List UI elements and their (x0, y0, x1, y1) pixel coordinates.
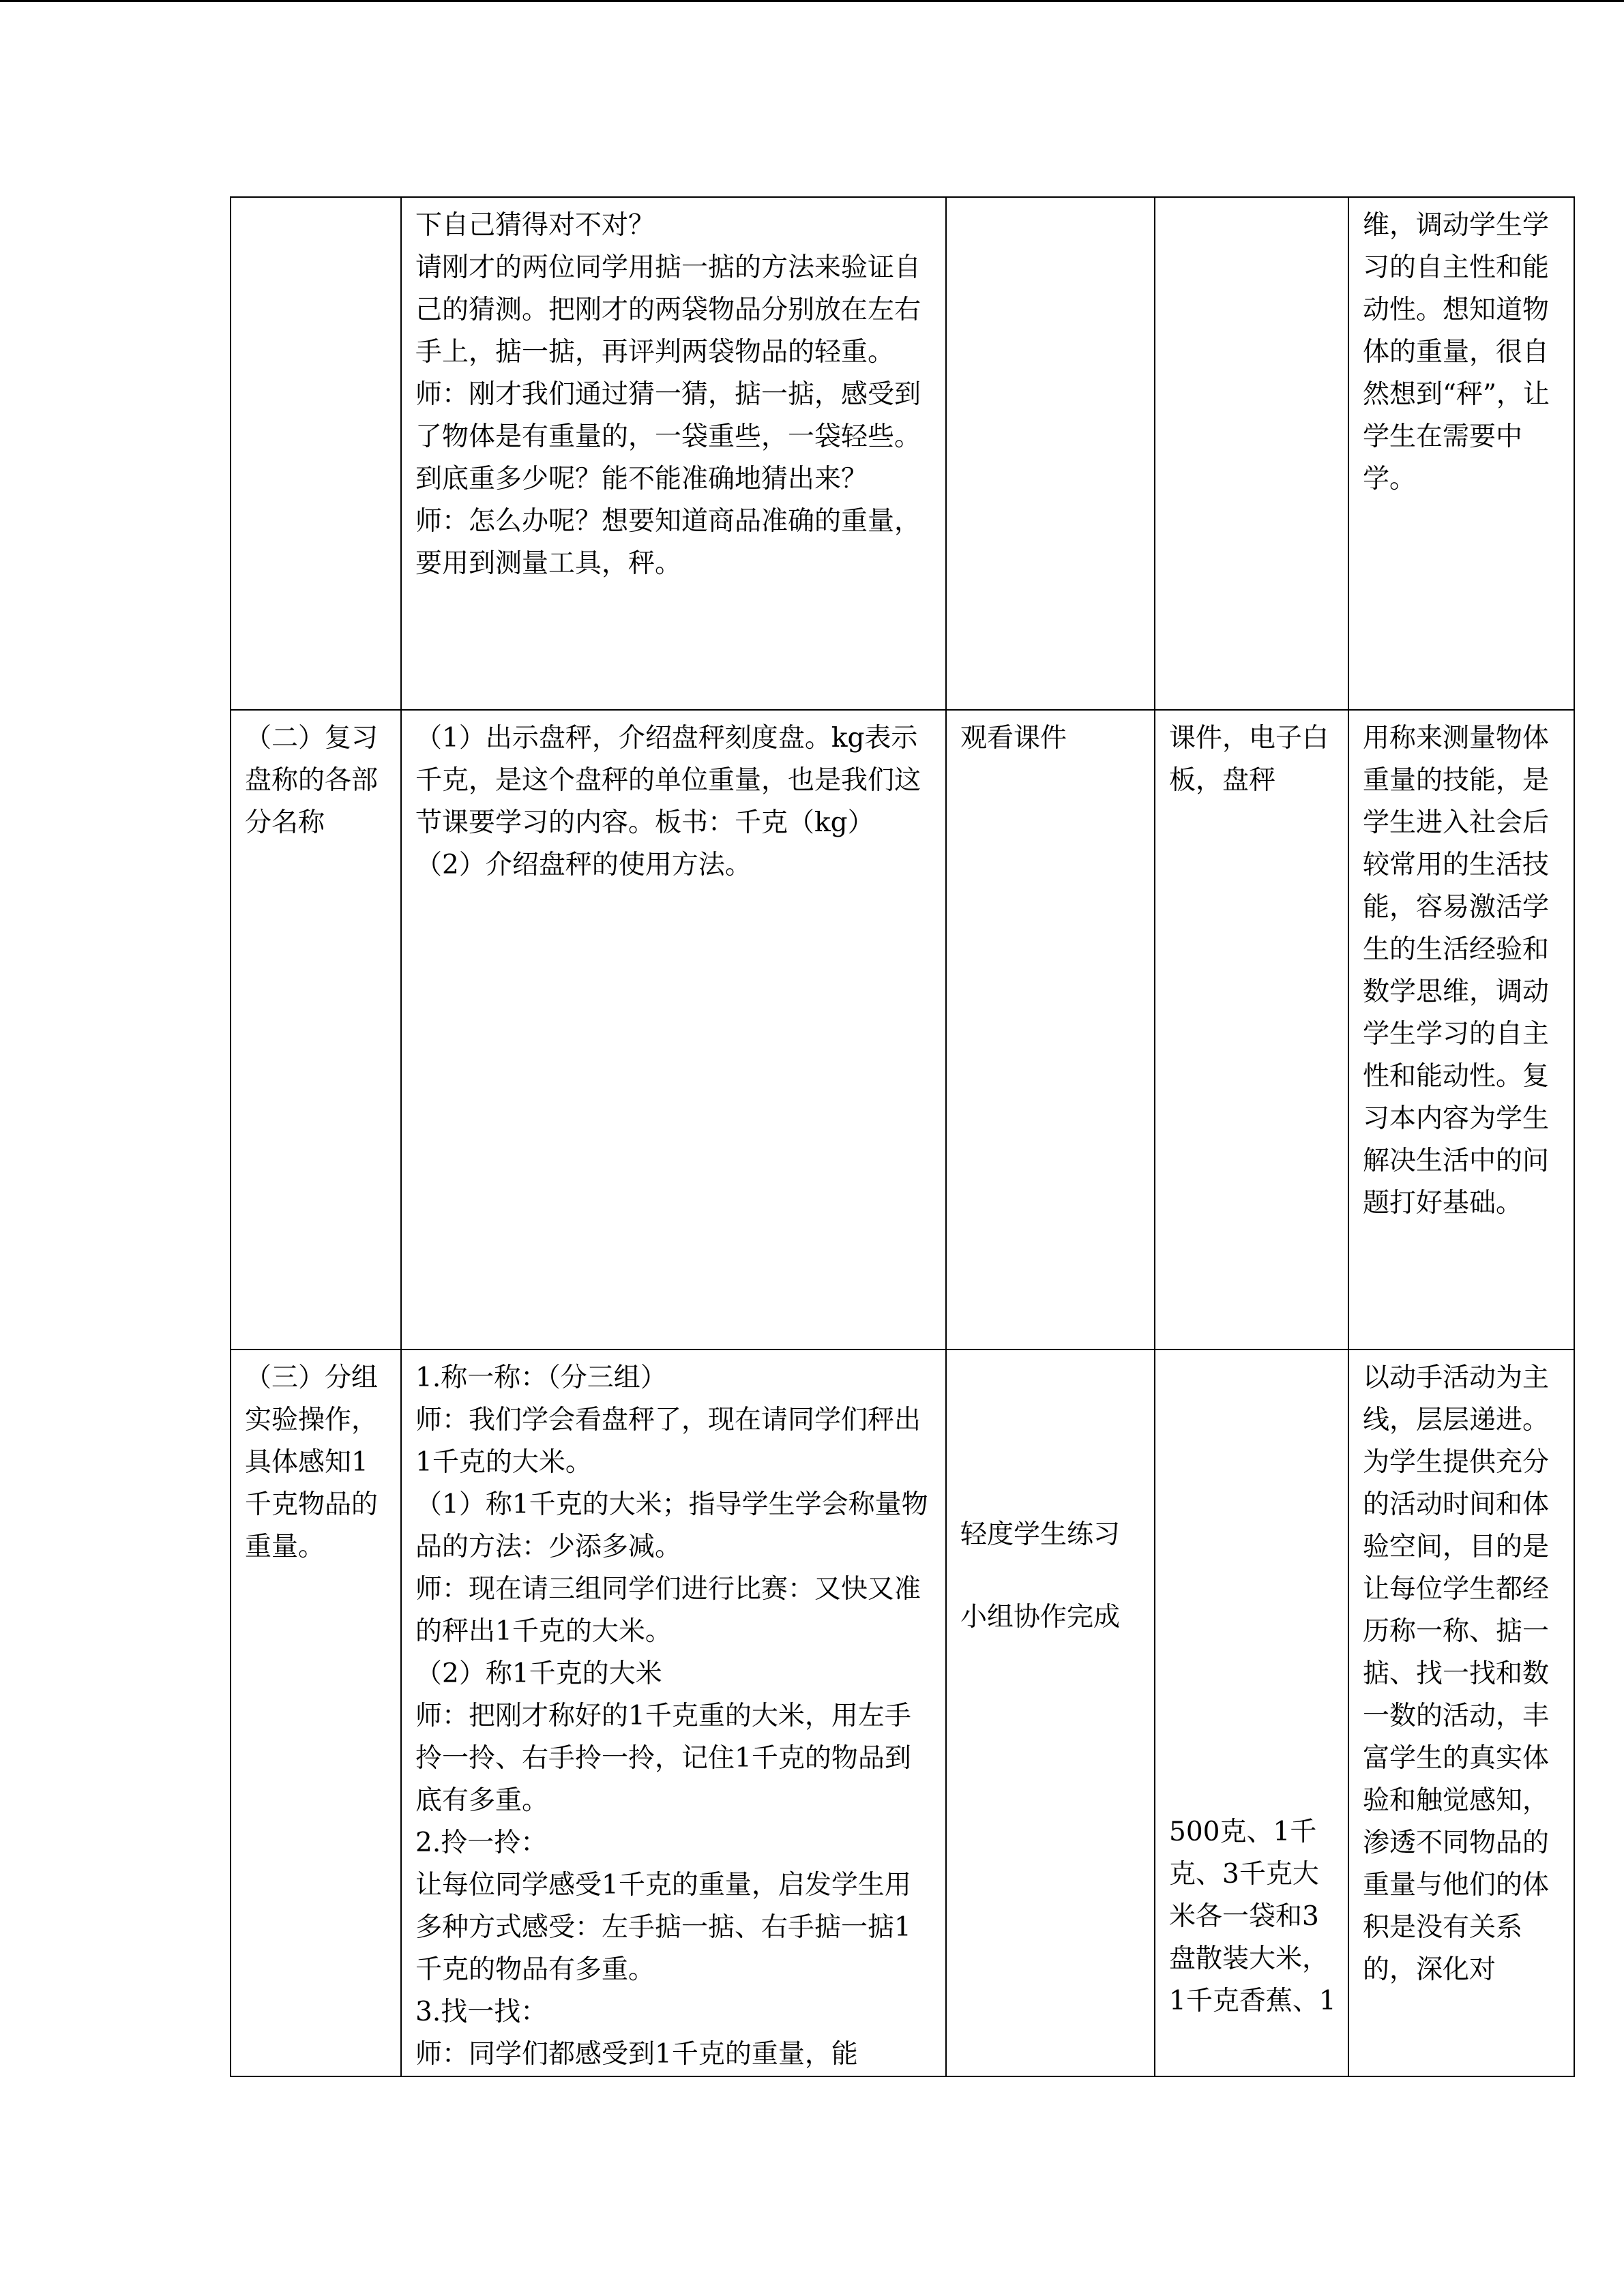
design-intent-text: 以动手活动为主线，层层递进。为学生提供充分的活动时间和体验空间，目的是让每位学生都经历称一称、掂一掂、找一找和数一数的活动，丰富学生的真实体验和触觉感知，渗透不同物品的重量与他们的体积是没有关系的，深化对 (1363, 1362, 1550, 1985)
process-paragraph: （2）介绍盘秤的使用方法。 (415, 850, 752, 880)
media-cell (1155, 1350, 1348, 2076)
process-cell (401, 710, 946, 1350)
student-activity-text: 小组协作完成 (960, 1602, 1121, 1632)
student-activity-text: 轻度学生练习 (960, 1519, 1121, 1550)
design-intent-cell (1348, 197, 1574, 710)
design-intent-cell (1348, 710, 1574, 1350)
stage-cell (231, 1350, 401, 2076)
stage-title: （三）分组实验操作，具体感知1千克物品的重量。 (245, 1362, 379, 1562)
design-intent-text: 用称来测量物体重量的技能，是学生进入社会后较常用的生活技能，容易激活学生的生活经验和数学思维，调动学生学习的自主性和能动性。复习本内容为学生解决生活中的问题打好基础。 (1363, 723, 1550, 1219)
process-cell (401, 197, 946, 710)
process-paragraph: （1）称1千克的大米；指导学生学会称量物品的方法：少添多减。 (415, 1489, 928, 1562)
stage-title: （二）复习盘称的各部分名称 (245, 723, 379, 838)
media-cell (1155, 710, 1348, 1350)
process-paragraph: 1.称一称：（分三组） (415, 1362, 667, 1393)
student-activity-cell (946, 710, 1155, 1350)
process-cell (401, 1350, 946, 2076)
table-row (231, 197, 1574, 710)
process-paragraph: 2.拎一拎： (415, 1828, 548, 1858)
process-paragraph: 让每位同学感受1千克的重量，启发学生用多种方式感受：左手掂一掂、右手掂一掂1千克的物品有多重。 (415, 1870, 911, 1985)
table-row (231, 1350, 1574, 2076)
lesson-plan-table (230, 196, 1575, 2077)
stage-cell (231, 197, 401, 710)
process-paragraph: 师：刚才我们通过猜一猜，掂一掂，感受到了物体是有重量的，一袋重些，一袋轻些。到底重多少呢？能不能准确地猜出来？ (415, 379, 921, 494)
process-paragraph: 师：现在请三组同学们进行比赛：又快又准的秤出1千克的大米。 (415, 1574, 921, 1647)
student-activity-text: 观看课件 (960, 723, 1067, 754)
process-paragraph: 下自己猜得对不对？ (415, 210, 655, 241)
process-paragraph: 师：怎么办呢？想要知道商品准确的重量，要用到测量工具，秤。 (415, 506, 921, 579)
process-paragraph: 师：把刚才称好的1千克重的大米，用左手拎一拎、右手拎一拎，记住1千克的物品到底有多重。 (415, 1701, 911, 1816)
process-paragraph: （1）出示盘秤，介绍盘秤刻度盘。kg表示千克，是这个盘秤的单位重量，也是我们这节课要学习的内容。板书：千克（kg） (415, 723, 921, 838)
stage-cell (231, 710, 401, 1350)
student-activity-cell (946, 197, 1155, 710)
process-paragraph: （2）称1千克的大米 (415, 1658, 662, 1689)
media-text: 课件，电子白板，盘秤 (1169, 723, 1329, 796)
design-intent-cell (1348, 1350, 1574, 2076)
spacer (960, 1556, 1143, 1596)
media-text: 500克、1千克、3千克大米各一袋和3盘散装大米，1千克香蕉、1 (1169, 1817, 1336, 2016)
student-activity-cell (946, 1350, 1155, 2076)
page-top-border (0, 0, 1624, 2)
table-row (231, 710, 1574, 1350)
media-cell (1155, 197, 1348, 710)
process-paragraph: 师：同学们都感受到1千克的重量，能 (415, 2039, 858, 2070)
process-paragraph: 3.找一找： (415, 1997, 548, 2027)
process-paragraph: 请刚才的两位同学用掂一掂的方法来验证自己的猜测。把刚才的两袋物品分别放在左右手上，掂一掂，再评判两袋物品的轻重。 (415, 252, 921, 368)
process-paragraph: 师：我们学会看盘秤了，现在请同学们秤出1千克的大米。 (415, 1405, 921, 1478)
design-intent-text: 维，调动学生学习的自主性和能动性。想知道物体的重量，很自然想到“秤”，让学生在需要中学。 (1363, 210, 1550, 494)
